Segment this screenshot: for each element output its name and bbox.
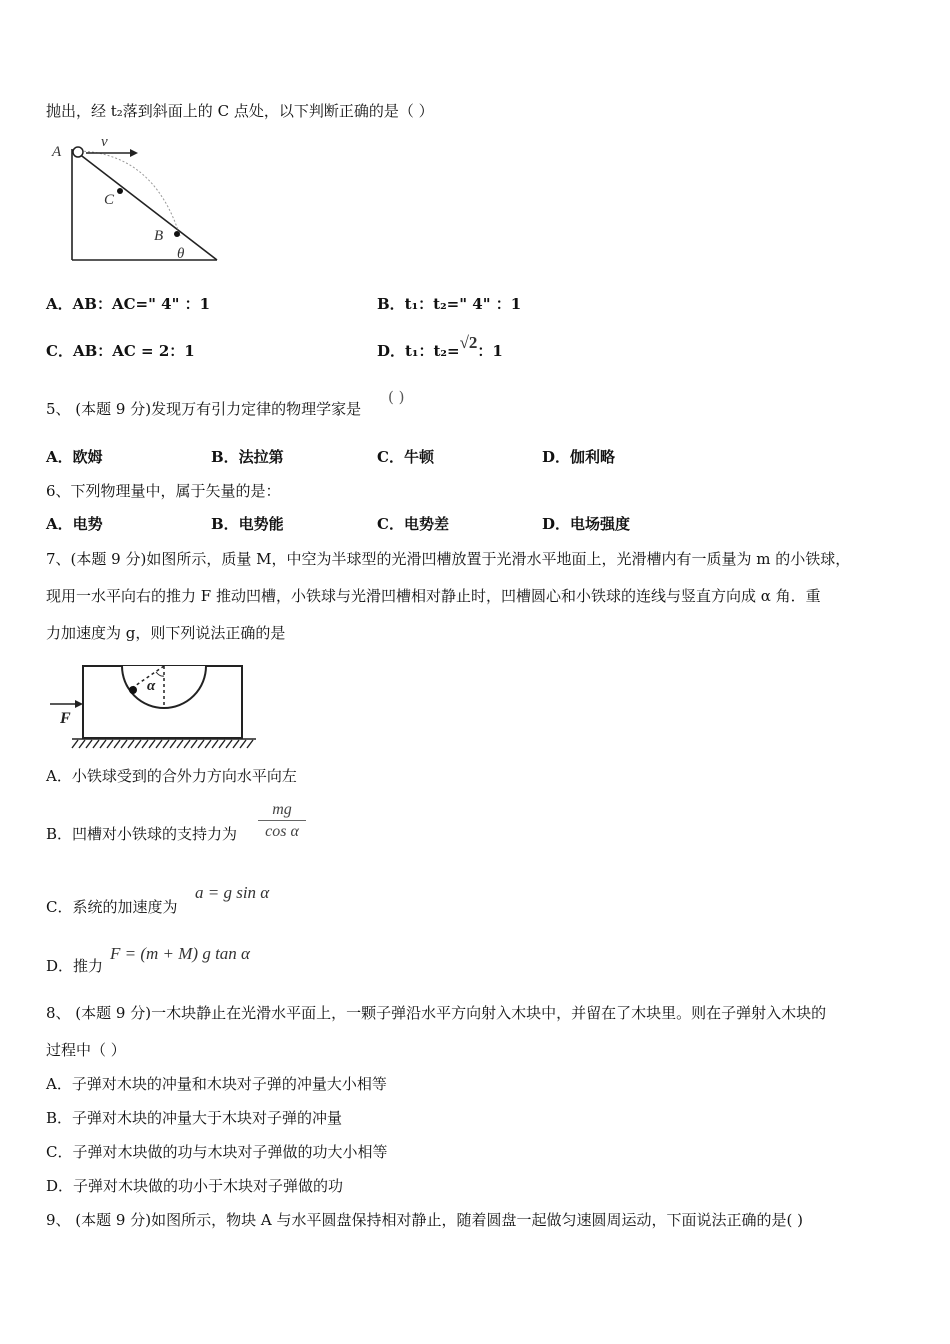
q6-stem: 6、下列物理量中，属于矢量的是： (46, 482, 281, 500)
q6-option-d: D．电场强度 (542, 515, 631, 533)
q7-stem-line1: 7、(本题 9 分)如图所示，质量 M，中空为半球型的光滑凹槽放置于光滑水平地面上，光滑槽内有一质量为 m 的小铁球， (46, 550, 851, 568)
q7-stem-line3: 力加速度为 g，则下列说法正确的是 (46, 624, 286, 642)
q8-option-d: D．子弹对木块做的功小于木块对子弹做的功 (46, 1177, 344, 1195)
q7-option-b-fraction (258, 800, 306, 843)
q6-option-b: B．电势能 (211, 515, 284, 533)
q7-option-b: B．凹槽对小铁球的支持力为 (46, 825, 238, 843)
label-A: A (52, 144, 62, 160)
q5-option-b: B．法拉第 (211, 448, 284, 466)
q8-option-c: C．子弹对木块做的功与木块对子弹做的功大小相等 (46, 1143, 388, 1161)
q9-stem: 9、 (本题 9 分)如图所示，物块 A 与水平圆盘保持相对静止，随着圆盘一起做匀速圆周运动，下面说法正确的是( ) (46, 1211, 803, 1229)
q8-stem-line2: 过程中（ ） (46, 1041, 126, 1059)
q5-stem: 5、 (本题 9 分)发现万有引力定律的物理学家是 (46, 400, 362, 418)
q4-option-d (377, 333, 503, 361)
q8-stem-line1: 8、 (本题 9 分)一木块静止在光滑水平面上，一颗子弹沿水平方向射入木块中，并留在了木块里。则在子弹射入木块的 (46, 1004, 827, 1022)
label-alpha: α (147, 678, 156, 694)
q5-option-d: D．伽利略 (542, 448, 616, 466)
q4-option-c: C．AB：AC = 2：1 (46, 342, 195, 360)
q8-option-a: A．子弹对木块的冲量和木块对子弹的冲量大小相等 (46, 1075, 387, 1093)
label-C: C (104, 192, 115, 208)
q4-option-a: A．AB：AC=" 4" ：1 (46, 295, 211, 313)
q8-option-b: B．子弹对木块的冲量大于木块对子弹的冲量 (46, 1109, 343, 1127)
q6-option-c: C．电势差 (377, 515, 449, 533)
q7-option-b-denominator: cos α (258, 820, 306, 843)
label-B: B (154, 228, 164, 244)
q7-option-c-formula: a = g sin α (195, 883, 270, 902)
q4-option-d-prefix: D．t₁：t₂= (377, 342, 460, 360)
q5-option-c: C．牛顿 (377, 448, 434, 466)
q4-option-b: B．t₁：t₂=" 4" ：1 (377, 295, 522, 313)
q6-option-a: A．电势 (46, 515, 103, 533)
q7-option-c: C．系统的加速度为 (46, 898, 178, 916)
label-theta: θ (177, 246, 185, 262)
q7-option-a: A．小铁球受到的合外力方向水平向左 (46, 767, 297, 785)
q7-groove-figure (44, 660, 260, 754)
q5-paren: ( ) (388, 388, 405, 406)
q4-stem: 抛出，经 t₂落到斜面上的 C 点处，以下判断正确的是（ ） (46, 102, 434, 120)
q4-incline-figure (44, 134, 224, 266)
q7-stem-line2: 现用一水平向右的推力 F 推动凹槽，小铁球与光滑凹槽相对静止时，凹槽圆心和小铁球的连线与竖直方向成 α 角．重 (46, 587, 821, 605)
q7-option-b-numerator: mg (272, 801, 292, 818)
q7-option-d: D．推力 (46, 957, 104, 975)
label-F: F (60, 710, 71, 727)
q4-option-d-sqrt: √2 (459, 333, 478, 352)
q7-option-d-formula: F = (m + M) g tan α (110, 944, 250, 963)
q5-option-a: A．欧姆 (46, 448, 103, 466)
q4-option-d-suffix: ：1 (477, 342, 503, 360)
label-v: v (101, 134, 108, 150)
